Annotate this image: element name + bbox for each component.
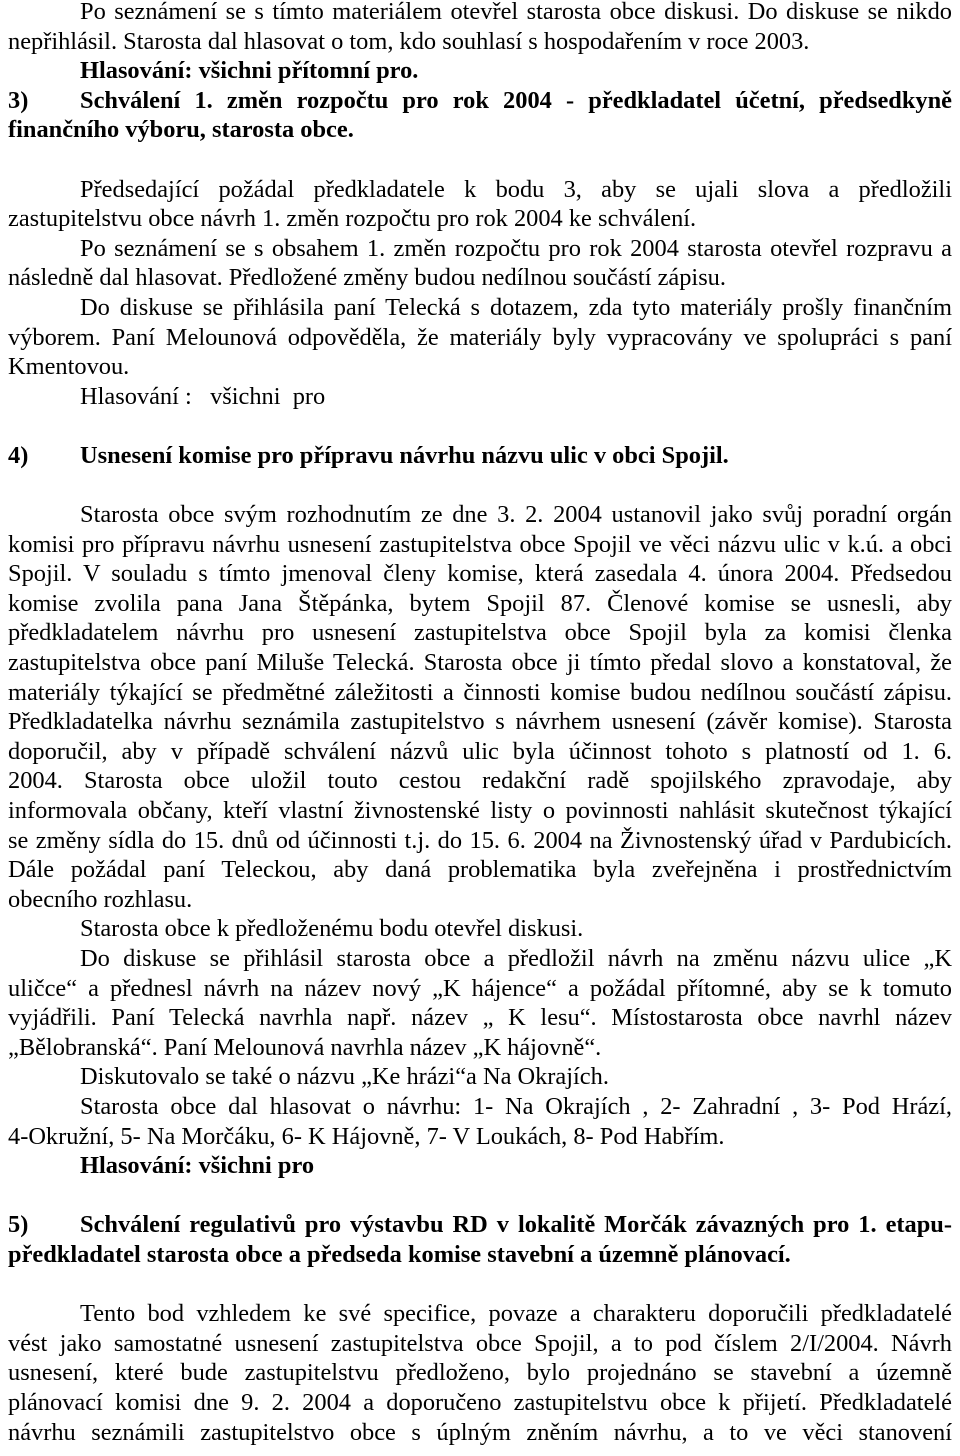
paragraph-gap [8,411,952,441]
text-line: Starosta obce dal hlasovat o návrhu: 1- Na Okrajích , 2- Zahradní , 3- Pod Hrází, [80,1092,952,1120]
text-line: Dále požádal paní Teleckou, aby daná problematika byla zveřejněna i prostřednictvím [8,856,952,884]
section-heading [8,1210,952,1240]
text-line: Předsedající požádal předkladatele k bodu 3, aby se ujali slova a předložili [80,175,952,203]
text-line: informovala občany, kteří vlastní živnostenské listy o povinnosti nahlásit skutečnost týkající [8,797,952,825]
text-line: návrhu seznámili zastupitelstvo obce s úplným zněním návrhu, a to ve věci stanovení [8,1418,952,1446]
text-line: doporučil, aby v případě schválení názvů ulic byla účinnost tohoto s platností od 1. 6. [8,737,952,765]
text-line: „Bělobranská“. Paní Melounová navrhla název „K hájovně“. [8,1033,602,1061]
vote-result: Hlasování : všichni pro [80,382,326,410]
text-line: 2004. Starosta obce uložil touto cestou redakční radě spojilského zpravodaje, aby [8,767,952,795]
section-heading [8,441,952,471]
text-line: předkladatelem návrhu pro usnesení zastupitelstva obce Spojil byla za komisi členka [8,619,952,647]
text-line: Do diskuse se přihlásil starosta obce a předložil návrh na změnu názvu ulice „K [80,945,952,972]
vote-result: Hlasování: všichni pro [80,1152,315,1180]
text-line: Kmentovou. [8,353,130,381]
text-line: Diskutovalo se také o názvu „Ke hrázi“a Na Okrajích. [80,1063,609,1091]
text-line: se změny sídla do 15. dnů od účinnosti t.j. do 15. 6. 2004 na Živnostenský úřad v Pardubicích. [8,826,952,854]
text-line: Předkladatelka návrhu seznámila zastupitelstvo s návrhem usnesení (závěr komise). Starosta [8,708,952,736]
text-line: usnesení, které bude zastupitelstvu předloženo, bylo projednáno se stavební a územně [8,1359,952,1387]
section-number: 4) [8,441,29,469]
text-line: výborem. Paní Melounová odpověděla, že materiály byly vypracovány ve spolupráci s paní [8,323,952,351]
text-line: Po seznámení se s tímto materiálem otevřel starosta obce diskusi. Do diskuse se nikdo [80,0,952,25]
text-line: 4-Okružní, 5- Na Morčáku, 6- K Hájovně, 7- V Loukách, 8- Pod Habřím. [8,1122,725,1150]
document-page [8,0,952,1447]
text-line: materiály týkající se předmětné záležitosti a činnosti komise budou nedílnou součástí zápisu. [8,678,952,706]
text-line: nepřihlásil. Starosta dal hlasovat o tom, kdo souhlasí s hospodařením v roce 2003. [8,27,810,55]
section-title: předkladatel starosta obce a předseda komise stavební a územně plánovací. [8,1240,791,1268]
text-line: vést jako samostatné usnesení zastupitelstva obce Spojil, a to pod číslem 2/I/2004. Návrh [8,1329,952,1357]
vote-result: Hlasování: všichni přítomní pro. [80,57,419,85]
text-line: komise zvolila pana Jana Štěpánka, bytem Spojil 87. Členové komise se usnesli, aby [8,589,952,617]
text-line: vyjádřili. Paní Telecká navrhla např. název „ K lesu“. Místostarosta obce navrhl název [8,1004,952,1032]
paragraph-gap [8,471,952,501]
paragraph-gap [8,1181,952,1211]
section-title: Usnesení komise pro přípravu návrhu názvu ulic v obci Spojil. [80,441,729,469]
section-title: Schválení regulativů pro výstavbu RD v lokalitě Morčák závazných pro 1. etapu- [80,1211,952,1239]
section-title: Schválení 1. změn rozpočtu pro rok 2004 - předkladatel účetní, předsedkyně [80,86,952,114]
text-line: Starosta obce svým rozhodnutím ze dne 3. 2. 2004 ustanovil jako svůj poradní orgán [80,501,952,529]
text-line: Spojil. V souladu s tímto jmenoval členy komise, která zasedala 4. února 2004. Předsedou [8,560,952,588]
text-line: obecního rozhlasu. [8,885,193,913]
text-line: Po seznámení se s obsahem 1. změn rozpočtu pro rok 2004 starosta otevřel rozpravu a [80,234,952,262]
text-line: Starosta obce k předloženému bodu otevřel diskusi. [80,915,584,943]
text-line: uličce“ a přednesl návrh na název nový „K hájence“ a požádal přítomné, aby se k tomuto [8,974,952,1002]
section-number: 3) [8,86,29,114]
section-heading [8,86,952,116]
text-line: plánovací komisi dne 9. 2. 2004 a doporučeno zastupitelstvu obce k přijetí. Předkladatelé [8,1388,952,1416]
paragraph-gap [8,145,952,175]
text-line: komisi pro přípravu návrhu usnesení zastupitelstva obce Spojil ve věci názvu ulic v k.ú. a obci [8,530,952,558]
section-number: 5) [8,1211,29,1239]
text-line: zastupitelstva obce paní Miluše Telecká. Starosta obce ji tímto předal slovo a konstatoval, že [8,649,952,677]
paragraph-gap [8,1270,952,1300]
text-line: následně dal hlasovat. Předložené změny budou nedílnou součástí zápisu. [8,264,726,292]
text-line: zastupitelstvu obce návrh 1. změn rozpočtu pro rok 2004 ke schválení. [8,205,697,233]
text-line: Do diskuse se přihlásila paní Telecká s dotazem, zda tyto materiály prošly finančním [80,293,952,321]
section-title: finančního výboru, starosta obce. [8,116,354,144]
text-line: Tento bod vzhledem ke své specifice, povaze a charakteru doporučili předkladatelé [80,1300,952,1328]
